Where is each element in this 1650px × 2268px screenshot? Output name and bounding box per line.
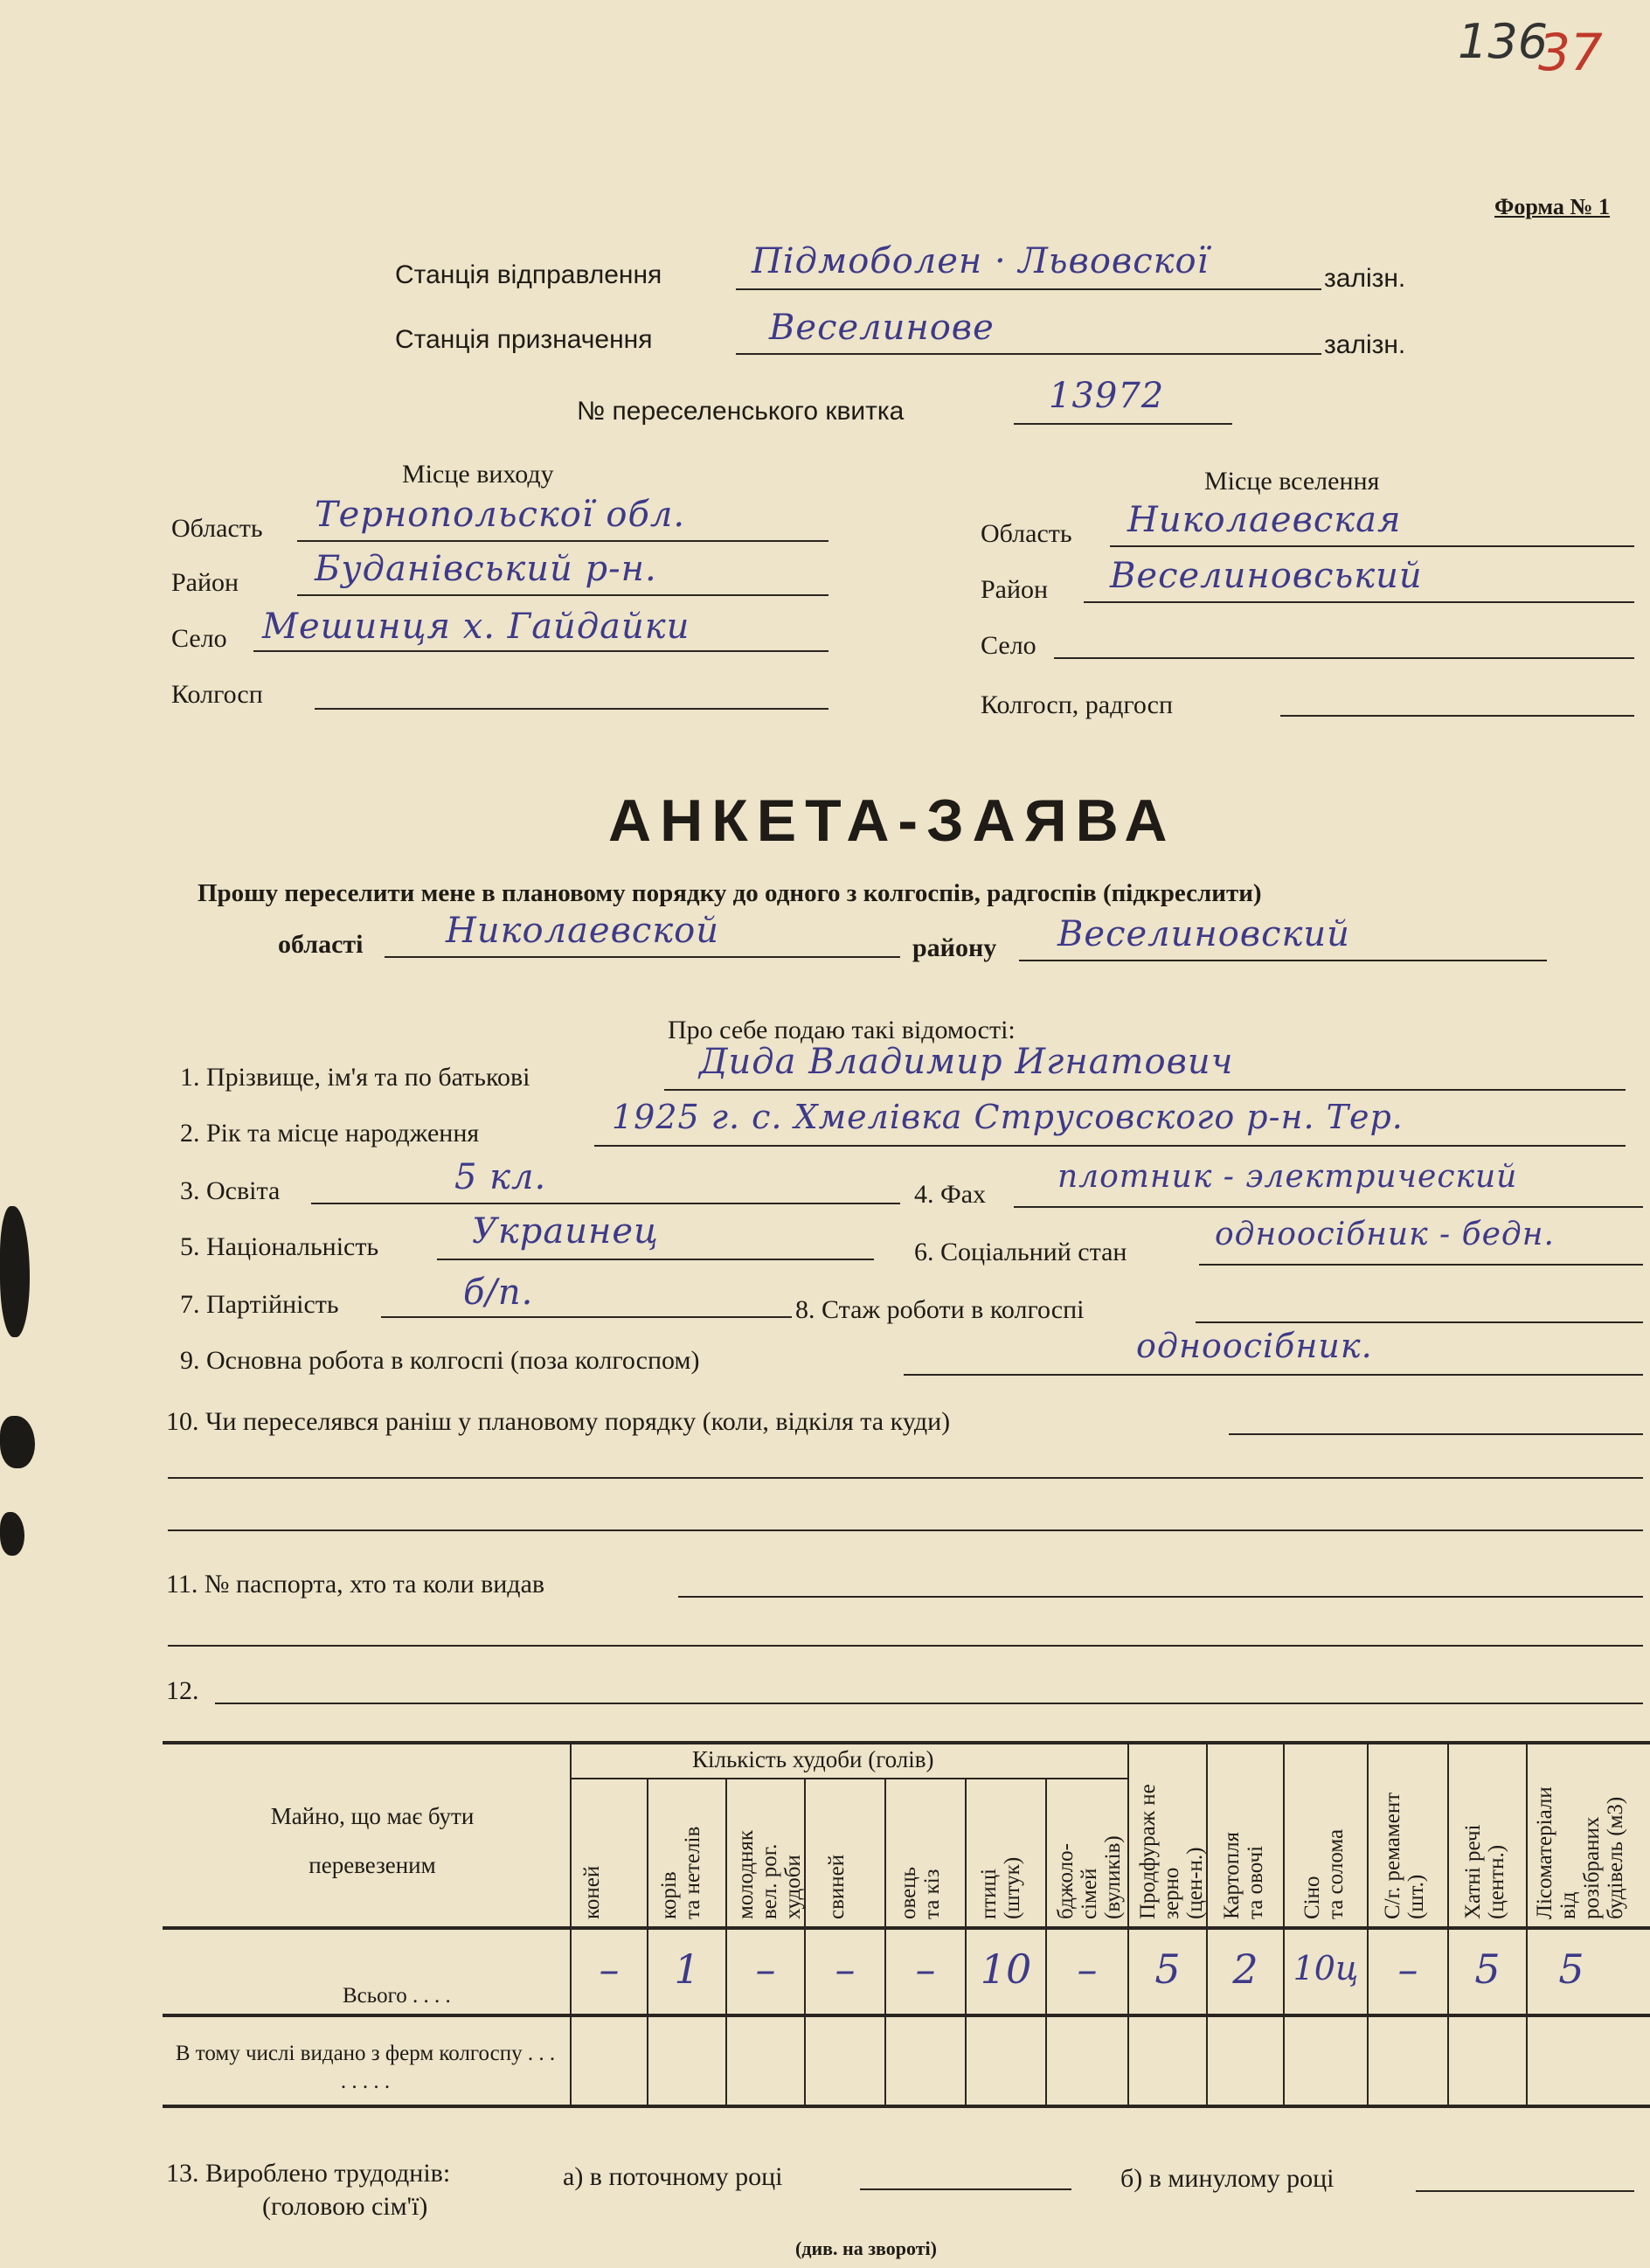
total-value: 10	[980, 1945, 1032, 1993]
origin-selo-label: Село	[171, 624, 227, 653]
request-rayon-value: Веселиновский	[1057, 914, 1350, 954]
field-1-label: 1. Прізвище, ім'я та по батькові	[180, 1063, 530, 1092]
origin-kolhosp-label: Колгосп	[171, 680, 263, 709]
total-value: 1	[674, 1945, 700, 1993]
field-8-label: 8. Стаж роботи в колгоспі	[795, 1295, 1085, 1324]
col-header-bees: бджоло- сімей (вуликів)	[1054, 1835, 1125, 1919]
total-value: –	[835, 1945, 856, 1993]
ticket-label: № переселенського квитка	[577, 397, 905, 426]
destination-heading: Місце вселення	[1204, 467, 1380, 496]
workdays-previous-label: б) в минулому році	[1120, 2164, 1335, 2193]
col-header-pigs: свиней	[825, 1854, 849, 1919]
field-5-value: Украинец	[472, 1211, 659, 1252]
col-header-household: Хатні речі (центн.)	[1461, 1824, 1508, 1919]
total-value: –	[755, 1945, 776, 1993]
origin-oblast-label: Область	[171, 514, 263, 543]
departure-rail-suffix: залізн.	[1324, 264, 1406, 293]
destination-rail-suffix: залізн.	[1324, 330, 1406, 359]
document-title: АНКЕТА-ЗАЯВА	[608, 787, 1176, 854]
footer-note: (див. на звороті)	[795, 2237, 937, 2259]
workdays-current-label: а) в поточному році	[563, 2162, 783, 2191]
origin-selo-value: Мешинця х. Гайдайки	[262, 607, 690, 647]
col-header-young-cattle: молодняк вел. рог. худоби	[734, 1830, 805, 1919]
col-header-sheep: овець та кіз	[897, 1866, 944, 1919]
total-row-label: Всього . . . .	[343, 1984, 451, 2008]
field-4-label: 4. Фах	[914, 1180, 987, 1209]
total-value: 5	[1558, 1945, 1584, 1993]
field-10-label: 10. Чи переселявся раніш у плановому порядку (коли, відкіля та куди)	[166, 1407, 951, 1436]
total-value: 5	[1474, 1945, 1501, 1993]
origin-rayon-value: Буданівський р-н.	[315, 549, 657, 589]
archive-number-red: 37	[1538, 23, 1603, 82]
form-number: Форма № 1	[1494, 194, 1611, 219]
request-oblast-value: Николаевской	[446, 911, 720, 951]
col-header-timber: Лісоматеріали від розібраних будівель (м3)	[1533, 1786, 1627, 1919]
field-4-value: плотник - электрический	[1057, 1159, 1518, 1195]
destination-rayon-label: Район	[981, 575, 1049, 604]
departure-value: Підмоболен · Львовскої	[752, 241, 1210, 281]
destination-oblast-label: Область	[981, 519, 1072, 548]
field-1-value: Дида Владимир Игнатович	[699, 1042, 1234, 1082]
total-value: 10ц	[1293, 1949, 1359, 1987]
destination-rayon-value: Веселиновський	[1110, 556, 1423, 596]
intro-text: Про себе подаю такі відомості:	[668, 1016, 1016, 1044]
field-9-value: одноосібник.	[1136, 1327, 1373, 1365]
field-7-value: б/п.	[463, 1273, 534, 1313]
field-2-value: 1925 г. с. Хмелівка Струсовского р-н. Тер.	[612, 1098, 1404, 1136]
col-header-horses: коней	[580, 1865, 604, 1919]
field-2-label: 2. Рік та місце народження	[180, 1119, 480, 1148]
destination-station-label: Станція призначення	[395, 325, 653, 354]
field-3-label: 3. Освіта	[180, 1176, 281, 1205]
col-header-cows: корів та нетелів	[657, 1826, 704, 1919]
field-6-value: одноосібник - бедн.	[1215, 1217, 1555, 1252]
farm-row-label: В тому числі видано з ферм колгоспу . . . . . . . .	[175, 2042, 556, 2093]
destination-selo-label: Село	[981, 631, 1036, 660]
total-value: 2	[1232, 1945, 1258, 1993]
destination-kolhosp-label: Колгосп, радгосп	[981, 690, 1174, 719]
field-9-label: 9. Основна робота в колгоспі (поза колгоспом)	[180, 1346, 700, 1375]
departure-label: Станція відправлення	[395, 260, 662, 289]
livestock-group-header: Кількість худоби (голів)	[692, 1746, 934, 1772]
request-rayon-label: району	[912, 933, 997, 962]
col-header-tools: С/г. ремамент (шт.)	[1381, 1792, 1428, 1919]
paper-damage	[0, 1416, 35, 1468]
workdays-sublabel: (головою сім'ї)	[262, 2192, 428, 2221]
col-header-grain: Продфураж не зерно (цен-н.)	[1136, 1784, 1207, 1919]
archive-number: 136	[1458, 14, 1549, 69]
field-11-label: 11. № паспорта, хто та коли видав	[166, 1570, 545, 1599]
paper-damage	[0, 1512, 24, 1556]
origin-oblast-value: Тернопольскої обл.	[315, 495, 686, 535]
total-value: 5	[1154, 1945, 1181, 1993]
destination-oblast-value: Николаевская	[1127, 500, 1402, 540]
paper-damage	[0, 1206, 30, 1337]
field-12-label: 12.	[166, 1676, 199, 1705]
total-value: –	[599, 1945, 620, 1993]
destination-station-value: Веселинове	[769, 308, 995, 348]
request-oblast-label: області	[278, 930, 364, 959]
col-header-hay: Сіно та солома	[1300, 1828, 1348, 1919]
field-5-label: 5. Національність	[180, 1232, 379, 1261]
total-value: –	[1077, 1945, 1098, 1993]
origin-heading: Місце виходу	[402, 460, 554, 489]
origin-rayon-label: Район	[171, 568, 239, 597]
field-3-value: 5 кл.	[454, 1157, 547, 1197]
col-header-potatoes: Картопля та овочі	[1220, 1831, 1267, 1919]
total-value: –	[1397, 1945, 1418, 1993]
field-7-label: 7. Партійність	[180, 1290, 339, 1319]
property-label: Майно, що має бути перевезеним	[270, 1803, 475, 1878]
field-6-label: 6. Соціальний стан	[914, 1238, 1127, 1266]
total-value: –	[915, 1945, 936, 1993]
ticket-value: 13972	[1049, 376, 1165, 416]
request-text: Прошу переселити мене в плановому порядку до одного з колгоспів, радгоспів (підкреслити)	[198, 879, 1262, 907]
workdays-label: 13. Вироблено трудоднів:	[166, 2159, 451, 2188]
col-header-poultry: птиці (штук)	[977, 1856, 1024, 1919]
